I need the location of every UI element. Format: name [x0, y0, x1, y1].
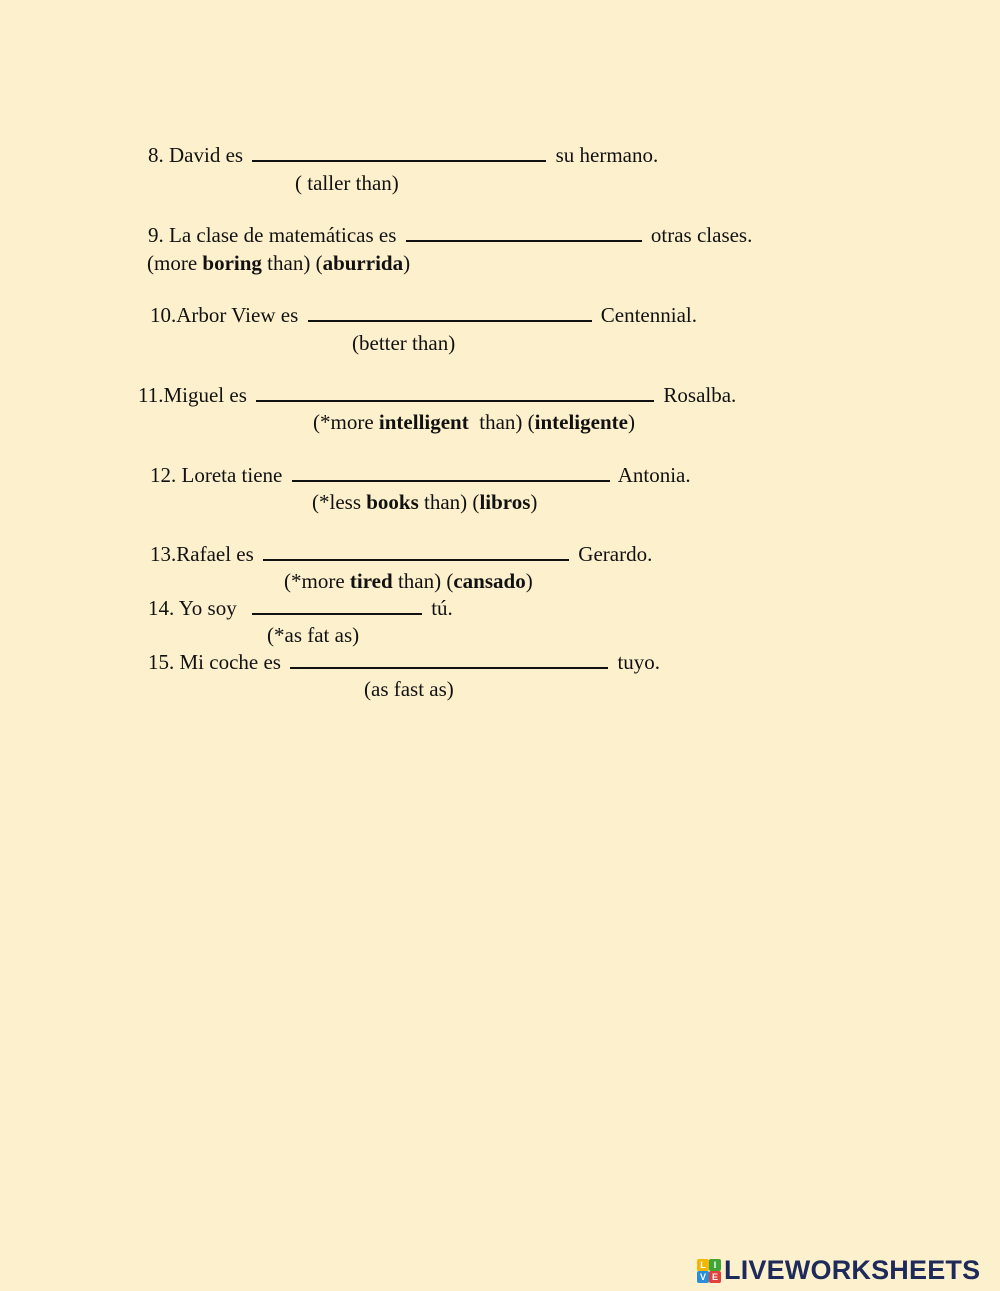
exercise-8-answer-blank[interactable] — [252, 142, 546, 162]
exercise-14-sentence — [148, 595, 453, 621]
mark-letter: V — [697, 1271, 709, 1283]
mark-letter: I — [709, 1259, 721, 1271]
exercise-13-hint-part: ) — [525, 569, 533, 593]
logo-wordmark: LIVEWORKSHEETS — [724, 1255, 981, 1285]
liveworksheets-logo[interactable] — [697, 1255, 980, 1286]
exercise-10-hint-text: (better than) — [352, 331, 456, 355]
exercise-10-prompt: 10.Arbor View es — [150, 303, 304, 327]
exercise-9-answer-blank[interactable] — [406, 222, 642, 242]
exercise-11-hint-part: (*more — [313, 410, 379, 434]
exercise-9-hint-part: ) — [403, 251, 411, 275]
exercise-15-answer-blank[interactable] — [290, 649, 608, 669]
exercise-13-hint-part: than) ( — [392, 569, 454, 593]
liveworksheets-mark-icon — [697, 1259, 721, 1283]
exercise-13-hint-keyword: tired — [349, 569, 393, 593]
exercise-14-hint-text: (*as fat as) — [267, 623, 360, 647]
exercise-14-ending: tú. — [425, 596, 453, 620]
exercise-13-prompt: 13.Rafael es — [150, 542, 260, 566]
exercise-13-ending: Gerardo. — [573, 542, 653, 566]
exercise-11-hint-spanish-word: inteligente — [534, 410, 628, 434]
exercise-11-hint-part: ) — [627, 410, 635, 434]
exercise-11-hint-part: than) ( — [468, 410, 535, 434]
exercise-13-hint — [284, 568, 533, 594]
exercise-11-sentence — [138, 382, 736, 408]
exercise-10-answer-blank[interactable] — [308, 302, 592, 322]
exercise-11-ending: Rosalba. — [658, 383, 737, 407]
exercise-12-sentence — [150, 462, 691, 488]
exercise-15-hint-text: (as fast as) — [364, 677, 454, 701]
exercise-10-hint — [352, 330, 455, 356]
exercise-15-prompt: 15. Mi coche es — [148, 650, 287, 674]
exercise-13-hint-part: (*more — [284, 569, 350, 593]
exercise-12-hint-keyword: books — [366, 490, 419, 514]
exercise-11-prompt: 11.Miguel es — [138, 383, 253, 407]
exercise-12-hint-spanish-word: libros — [479, 490, 531, 514]
exercise-9-prompt: 9. La clase de matemáticas es — [148, 223, 402, 247]
exercise-12-ending: Antonia. — [613, 463, 691, 487]
exercise-9-hint-keyword: boring — [202, 251, 262, 275]
exercise-9-hint-part: (more — [147, 251, 203, 275]
exercise-9-hint-part: than) ( — [261, 251, 323, 275]
exercise-12-answer-blank[interactable] — [292, 462, 610, 482]
exercise-13-sentence — [150, 541, 652, 567]
exercise-15-sentence — [148, 649, 660, 675]
exercise-13-answer-blank[interactable] — [263, 541, 569, 561]
exercise-15-hint — [364, 676, 454, 702]
exercise-9-hint — [147, 250, 410, 276]
exercise-12-hint-part: ) — [530, 490, 538, 514]
exercise-8-hint — [295, 170, 399, 196]
exercise-8-ending: su hermano. — [550, 143, 659, 167]
exercise-9-sentence — [148, 222, 752, 248]
exercise-12-hint — [312, 489, 537, 515]
exercise-11-hint-keyword: intelligent — [378, 410, 469, 434]
mark-letter: L — [697, 1259, 709, 1271]
exercise-11-answer-blank[interactable] — [256, 382, 654, 402]
exercise-8-hint-text: ( taller than) — [295, 171, 399, 195]
exercise-14-prompt: 14. Yo soy — [148, 596, 242, 620]
exercise-12-hint-part: (*less — [312, 490, 367, 514]
exercise-10-sentence — [150, 302, 697, 328]
exercise-13-hint-spanish-word: cansado — [453, 569, 526, 593]
exercise-14-answer-blank[interactable] — [252, 595, 422, 615]
exercise-12-prompt: 12. Loreta tiene — [150, 463, 288, 487]
exercise-9-ending: otras clases. — [645, 223, 753, 247]
exercise-8-prompt: 8. David es — [148, 143, 249, 167]
exercise-10-ending: Centennial. — [595, 303, 697, 327]
mark-letter: E — [709, 1271, 721, 1283]
exercise-15-ending: tuyo. — [612, 650, 661, 674]
exercise-8-sentence — [148, 142, 658, 168]
exercise-14-hint — [267, 622, 359, 648]
exercise-11-hint — [313, 409, 635, 435]
exercise-9-hint-spanish-word: aburrida — [322, 251, 404, 275]
exercise-12-hint-part: than) ( — [418, 490, 480, 514]
